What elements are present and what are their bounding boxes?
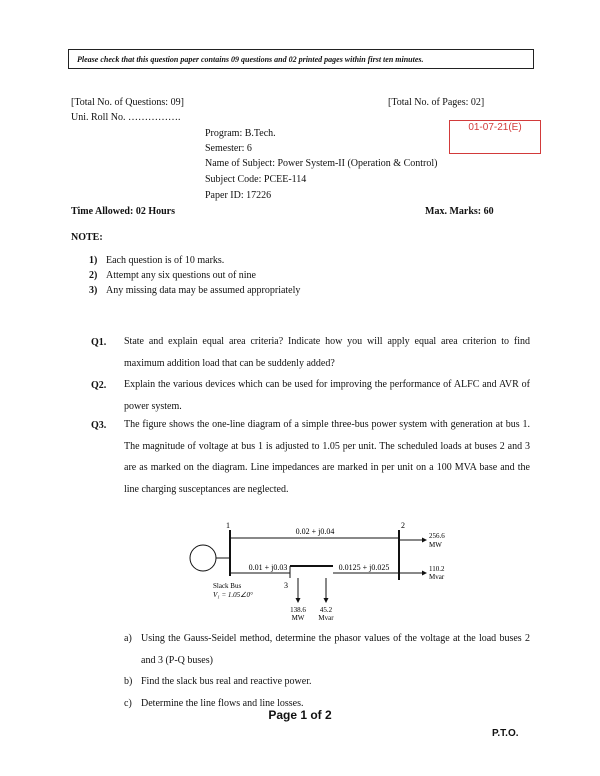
load-3-reactive-power-unit: Mvar <box>318 614 334 622</box>
bus-3-label: 3 <box>284 581 288 590</box>
question-text: The figure shows the one-line diagram of a simple three-bus power system with generation at bus 1. The magnitude of voltage at bus 1 is adjusted to 1.05 per unit. The scheduled loads at buses 2 and 3 are as marked on the diagram. Line impedances are marked in per unit on a 100 MVA base and the line charging susceptances are neglected. <box>124 419 530 495</box>
exam-date-code: 01-07-21(E) <box>468 122 522 133</box>
impedance-1-2: 0.02 + j0.04 <box>295 527 335 536</box>
note-item <box>89 285 529 300</box>
subpart-text: Using the Gauss-Seidel method, determine the phasor values of the voltage at the load buses 2 and 3 (P-Q buses) <box>141 633 530 666</box>
subject-name: Name of Subject: Power System-II (Operation & Control) <box>205 158 438 169</box>
roll-number: Uni. Roll No. ……………. <box>71 112 181 123</box>
question-number: Q1. <box>91 337 107 348</box>
subpart-item <box>124 671 530 693</box>
load-2-reactive-power: 110.2 <box>429 565 445 573</box>
exam-date-code-box <box>449 120 541 154</box>
impedance-2-3: 0.0125 + j0.025 <box>338 563 390 572</box>
pto-label: P.T.O. <box>492 728 519 739</box>
subpart-number: a) <box>124 633 132 644</box>
note-heading: NOTE: <box>71 232 103 243</box>
load-2-real-power: 256.6 <box>429 532 445 540</box>
subpart-number: b) <box>124 676 133 687</box>
load-2-reactive-power-unit: Mvar <box>429 573 445 581</box>
impedance-1-3: 0.01 + j0.03 <box>248 563 288 572</box>
time-allowed: Time Allowed: 02 Hours <box>71 206 175 217</box>
subparts-list <box>124 628 530 714</box>
subpart-text: Find the slack bus real and reactive power. <box>141 676 312 687</box>
subpart-item <box>124 628 530 671</box>
question-number: Q2. <box>91 380 107 391</box>
max-marks: Max. Marks: 60 <box>425 206 494 217</box>
question-text: State and explain equal area criteria? Indicate how you will apply equal area criterion to find maximum addition load that can be suddenly added? <box>124 336 530 369</box>
note-item-number: 2) <box>89 270 98 281</box>
subpart-text: Determine the line flows and line losses. <box>141 697 304 709</box>
bus-1-label: 1 <box>226 521 230 530</box>
bus-2-label: 2 <box>401 521 405 530</box>
semester: Semester: 6 <box>205 143 252 154</box>
slack-bus-label: Slack Bus <box>213 582 242 590</box>
note-item <box>89 255 529 270</box>
question-text: Explain the various devices which can be used for improving the performance of ALFC and AVR of power system. <box>124 379 530 412</box>
question-number: Q3. <box>91 420 107 431</box>
total-pages: [Total No. of Pages: 02] <box>388 97 485 108</box>
paper-id: Paper ID: 17226 <box>205 190 272 201</box>
note-item <box>89 270 529 285</box>
note-item-text: Any missing data may be assumed appropriately <box>106 285 301 296</box>
load-2-real-power-unit: MW <box>429 541 442 549</box>
instruction-notice: Please check that this question paper contains 09 questions and 02 printed pages within first ten minutes. <box>68 49 534 69</box>
load-3-real-power: 138.6 <box>290 606 306 614</box>
one-line-diagram <box>180 518 470 630</box>
note-item-number: 1) <box>89 255 98 266</box>
slack-bus-voltage: V₁ = 1.05∠0° <box>213 591 253 599</box>
note-item-number: 3) <box>89 285 98 296</box>
note-item-text: Attempt any six questions out of nine <box>106 270 256 281</box>
note-item-text: Each question is of 10 marks. <box>106 255 225 266</box>
subpart-number: c) <box>124 697 132 709</box>
load-3-real-power-unit: MW <box>291 614 305 622</box>
page-number: Page 1 of 2 <box>268 708 332 722</box>
subject-code: Subject Code: PCEE-114 <box>205 174 307 185</box>
total-questions: [Total No. of Questions: 09] <box>71 97 184 108</box>
note-list <box>89 255 529 300</box>
generator-icon <box>190 545 216 571</box>
program: Program: B.Tech. <box>205 128 276 139</box>
load-3-reactive-power: 45.2 <box>319 606 333 614</box>
